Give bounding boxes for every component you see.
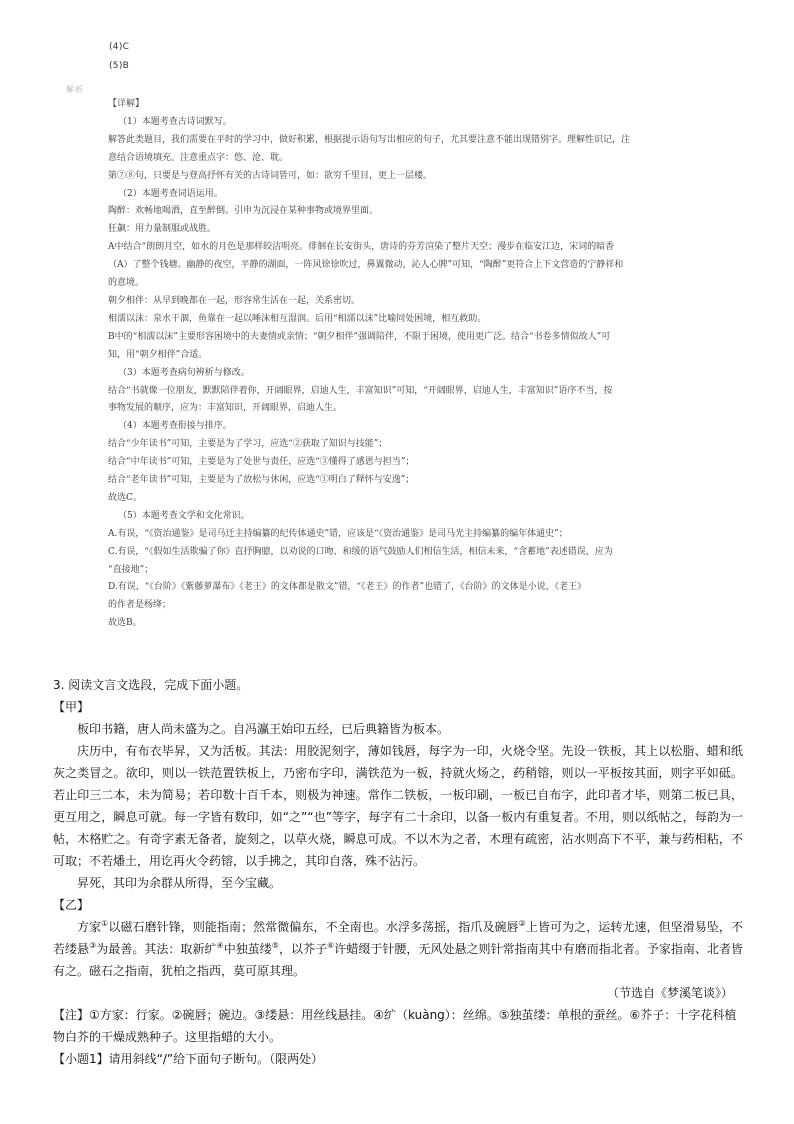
yi-text: 以磁石磨针锋，则能指南；然常微偏东，不全南也。水浮多荡摇，指爪及碗唇 [108, 920, 519, 934]
explanation-line: （5）本题考查文学和文化常识。 [118, 510, 250, 521]
explanation-line: 朝夕相伴：从早到晚都在一起，形容常生活在一起，关系密切。 [108, 295, 361, 306]
yi-text: 许蜡缀于针腰，无风处悬之则针常指南其中有磨而指北者。予家指南、北者皆有之。磁石之指南，犹柏之指西，莫可原其理。 [53, 942, 744, 978]
explanation-line: 知，用“朝夕相伴”合适。 [108, 349, 208, 360]
section-jia-label: 【甲】 [53, 700, 90, 714]
explanation-line: （3）本题考查病句辨析与修改。 [118, 367, 250, 378]
annotation-notes: 【注】①方家：行家。②碗唇；碗边。③缕悬：用丝线悬挂。④纩（kuàng）：丝绵。⑤独茧缕：单根的蚕丝。⑥芥子：十字花科植物白芥的干燥成熟种子。这里指蜡的大小。 [53, 1008, 737, 1044]
explanation-line: 结合“中年读书”可知，主要是为了处世与责任，应选“③懂得了感恩与担当”； [108, 457, 415, 468]
question-title: 3. 阅读文言文选段，完成下面小题。 [53, 678, 249, 692]
explanation-line: “直接地”； [108, 564, 154, 575]
explanation-line: A.有误，“《资治通鉴》是司马迁主持编纂的纪传体通史”错，应该是“《资治通鉴》是司马光主持编纂的编年体通史”； [108, 528, 568, 539]
yi-text: 为最善。其法：取新纩 [96, 942, 217, 956]
explanation-line: （A）了整个钱塘。幽静的夜空，平静的湖面，一阵风徐徐吹过，鼻翼微动，沁人心脾”可知，“陶醉”更符合上下文营造的宁静祥和 [108, 260, 624, 271]
explanation-line: 结合“少年读书”可知，主要是为了学习，应选“②获取了知识与技能”； [108, 439, 388, 450]
footnote-marker: ⑤ [271, 941, 279, 950]
explanation-block [108, 96, 724, 633]
footnote-marker: ① [101, 919, 109, 928]
explanation-line: 故选B。 [108, 618, 142, 629]
explanation-line: C.有误，“《假如生活欺骗了你》直抒胸臆，以劝说的口吻、和缓的语气鼓励人们相信生活，相信未来，“含蓄地”表述错误，应为 [108, 546, 613, 557]
analysis-side-label: 解析 [66, 85, 84, 94]
explanation-line: 的意境。 [108, 278, 145, 289]
question-block [53, 674, 743, 1070]
explanation-line: 结合“书就像一位朋友，默默陪伴着你，开阔眼界，启迪人生，丰富知识”可知，“开阔眼界，启迪人生，丰富知识”语序不当，按 [108, 385, 613, 396]
explanation-line: B中的“相濡以沫”主要形容困境中的夫妻情或亲情；“朝夕相伴”强调陪伴，不限于困境，使用更广泛。结合“书卷多情似故人”可 [108, 331, 611, 342]
explanation-line: 事物发展的顺序，应为：丰富知识，开阔眼界，启迪人生。 [108, 403, 343, 414]
explanation-line: D.有误，“《台阶》《紫藤萝瀑布》《老王》的文体都是散文”错，“《老王》的作者”也错了，《台阶》的文体是小说，《老王》 [108, 582, 587, 593]
yi-text: 上皆可为之，运转尤速，但坚滑易坠，不若缕悬 [53, 920, 743, 956]
explanation-line: A中结合“朗朗月空，如水的月色是那样皎洁明亮。徘徊在长安街头，唐诗的芬芳渲染了整片天空；漫步在临安江边，宋词的暗香 [108, 242, 615, 253]
explanation-line: 的作者是杨绛； [108, 600, 172, 611]
jia-paragraph-1: 板印书籍，唐人尚未盛为之。自冯瀛王始印五经，已后典籍皆为板本。 [77, 722, 450, 736]
answer-option-4: (4)C [109, 42, 130, 52]
footnote-marker: ⑥ [327, 941, 335, 950]
yi-text: ，以芥子 [279, 942, 328, 956]
section-yi-label: 【乙】 [53, 898, 90, 912]
source-citation: （节选自《梦溪笔谈》） [606, 986, 733, 1000]
yi-paragraph [53, 916, 743, 982]
explanation-line: （2）本题考查词语运用。 [118, 188, 223, 199]
explanation-line: 【详解】 [108, 99, 145, 109]
footnote-marker: ④ [216, 941, 224, 950]
yi-text: 中独茧缕 [223, 942, 272, 956]
explanation-line: 意结合语境填充。注意重点字：悠、沧、耽。 [108, 152, 289, 163]
explanation-line: （1）本题考查古诗词默写。 [118, 116, 232, 127]
explanation-line: （4）本题考查衔接与排序。 [118, 421, 232, 432]
explanation-line: 故选C。 [108, 492, 142, 503]
footnote-marker: ② [518, 919, 526, 928]
explanation-line: 相濡以沫：泉水干涸，鱼靠在一起以唾沫相互湿润。后用“相濡以沫”比喻同处困境，相互救助。 [108, 313, 487, 324]
answer-option-5: (5)B [109, 61, 130, 71]
explanation-line: 第⑦⑧句，只要是与登高抒怀有关的古诗词皆可，如：欲穷千里目，更上一层楼。 [108, 170, 433, 181]
jia-paragraph-3: 昇死，其印为余群从所得，至今宝藏。 [77, 876, 282, 890]
explanation-line: 狂飙：用力量制服或战胜。 [108, 224, 217, 235]
sub-question-1: 【小题1】请用斜线“/”给下面句子断句。（限两处） [53, 1052, 324, 1066]
explanation-line: 结合“老年读书”可知，主要是为了放松与休闲，应选“①明白了释怀与安逸”； [108, 475, 415, 486]
footnote-marker: ③ [89, 941, 97, 950]
explanation-line: 解答此类题目，我们需要在平时的学习中，做好积累，根据提示语句写出相应的句子，尤其要注意不能出现错别字。理解性识记，注 [108, 134, 631, 145]
yi-text: 方家 [77, 920, 102, 934]
jia-paragraph-2: 庆历中，有布衣毕昇，又为活板。其法：用胶泥刻字，薄如钱唇，每字为一印，火烧令坚。先设一铁板，其上以松脂、蜡和纸灰之类冒之。欲印，则以一铁范置铁板上，乃密布字印，满铁范为一板，持就火炀之，药稍镕，则以一平板按其面，则字平如砥。若止印三二本，未为简易；若印数十百千本，则极为神速。常作二铁板，一板印刷，一板已自布字，此印者才毕，则第二板已具，更互用之，瞬息可就。每一字皆有数印，如“之”“也”等字，每字有二十余印，以备一板内有重复者。不用，则以纸帖之，每韵为一帖，木格贮之。有奇字素无备者，旋刻之，以草火烧，瞬息可成。不以木为之者，木理有疏密，沾水则高下不平，兼与药相粘，不可取；不若燔土，用讫再火令药镕，以手拂之，其印自落，殊不沾污。 [53, 744, 743, 868]
explanation-line: 陶醉：欢畅地喝酒，直至醉倒。引申为沉浸在某种事物或境界里面。 [108, 206, 379, 217]
